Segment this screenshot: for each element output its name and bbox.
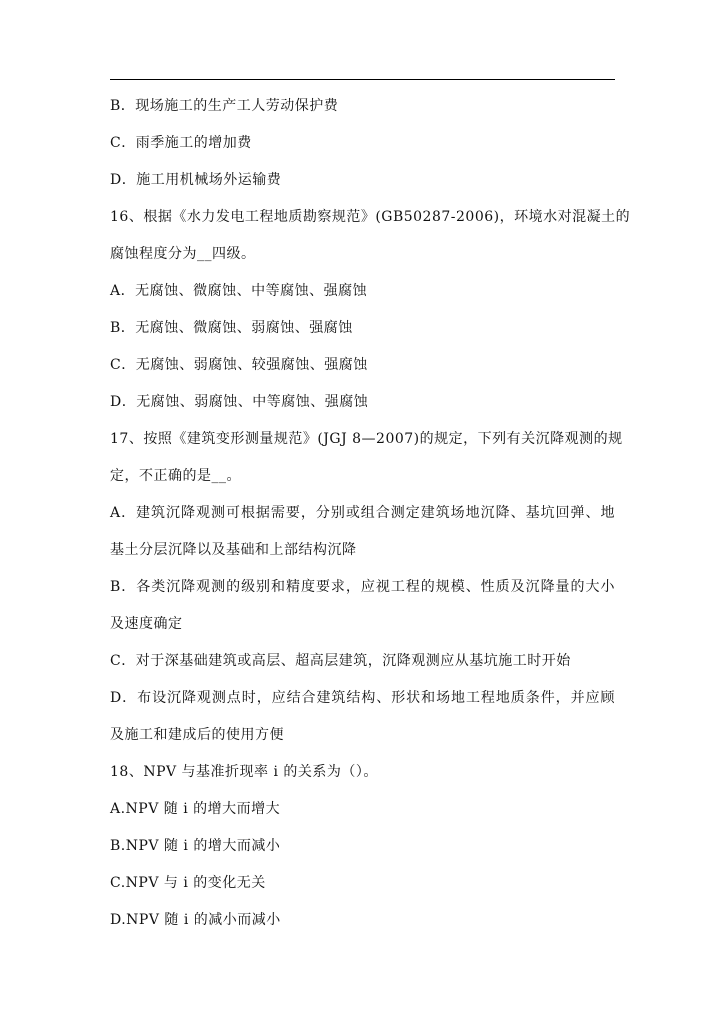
q16-option-b: B．无腐蚀、微腐蚀、弱腐蚀、强腐蚀	[110, 320, 353, 336]
header-rule	[110, 79, 615, 80]
q16-option-c: C．无腐蚀、弱腐蚀、较强腐蚀、强腐蚀	[110, 357, 368, 373]
q17-option-b-line-2: 及速度确定	[110, 616, 183, 632]
q15-option-b: B．现场施工的生产工人劳动保护费	[110, 98, 339, 114]
q18-option-d: D.NPV 随 i 的减小而减小	[110, 912, 281, 928]
q16-stem-line-1: 16、根据《水力发电工程地质勘察规范》(GB50287-2006)，环境水对混凝土的	[110, 209, 631, 225]
q17-option-a-line-2: 基土分层沉降以及基础和上部结构沉降	[110, 542, 357, 558]
q17-stem-line-2: 定，不正确的是__。	[110, 468, 241, 484]
q16-stem-line-2: 腐蚀程度分为__四级。	[110, 246, 256, 262]
q15-option-c: C．雨季施工的增加费	[110, 135, 252, 151]
q17-option-d-line-1: D．布设沉降观测点时，应结合建筑结构、形状和场地工程地质条件，并应顾	[110, 690, 615, 706]
q17-option-c: C．对于深基础建筑或高层、超高层建筑，沉降观测应从基坑施工时开始	[110, 653, 571, 669]
q15-option-d: D．施工用机械场外运输费	[110, 172, 282, 188]
q18-option-c: C.NPV 与 i 的变化无关	[110, 875, 266, 891]
q17-option-a-line-1: A．建筑沉降观测可根据需要，分别或组合测定建筑场地沉降、基坑回弹、地	[110, 505, 615, 521]
q18-stem: 18、NPV 与基准折现率 i 的关系为（）。	[110, 764, 378, 780]
q18-option-a: A.NPV 随 i 的增大而增大	[110, 801, 281, 817]
q17-stem-line-1: 17、按照《建筑变形测量规范》(JGJ 8—2007)的规定，下列有关沉降观测的规	[110, 431, 623, 447]
q17-option-b-line-1: B．各类沉降观测的级别和精度要求，应视工程的规模、性质及沉降量的大小	[110, 579, 615, 595]
document-body	[110, 88, 631, 939]
q18-option-b: B.NPV 随 i 的增大而减小	[110, 838, 281, 854]
q16-option-d: D．无腐蚀、弱腐蚀、中等腐蚀、强腐蚀	[110, 394, 369, 410]
q17-option-d-line-2: 及施工和建成后的使用方便	[110, 727, 284, 743]
q16-option-a: A．无腐蚀、微腐蚀、中等腐蚀、强腐蚀	[110, 283, 368, 299]
